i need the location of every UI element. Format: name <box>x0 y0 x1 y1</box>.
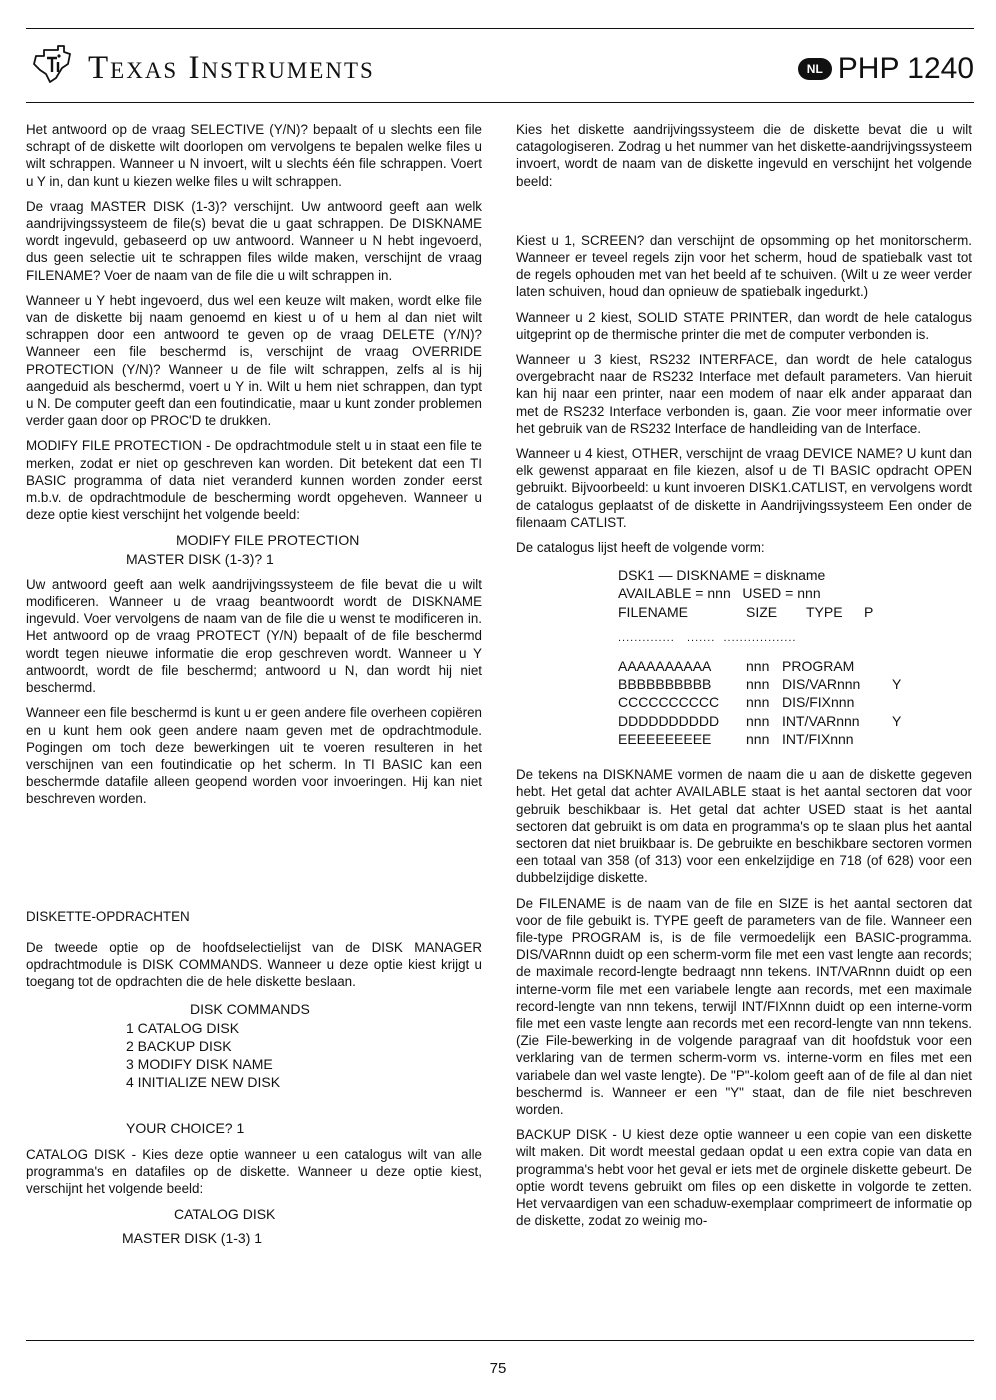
paragraph: De tekens na DISKNAME vormen de naam die u aan de diskette gegeven hebt. Het getal dat achter AVAILABLE staat is het aantal sectoren dat voor gebruik beschikbaar is. Het getal dat achter USED staat is het aantal sectoren dat gebruikt is om data en programma's op te slaan plus het aantal sectoren dat niet bruikbaar is. De gebruikte en beschikbare sectoren vormen een totaal van 358 (of 313) voor een enkelzijdige en 718 (of 628) voor een dubbelzijdige diskette. <box>516 767 972 886</box>
paragraph: MODIFY FILE PROTECTION - De opdrachtmodule stelt u in staat een file te merken, zodat er niet op geschreven kan worden. Dit betekent dat een TI BASIC programma of data niet veranderd kunnen worden zonder eerst m.b.v. de opdrachtmodule de bescherming wordt opgeheven. Wanneer u deze optie kiest verschijnt het volgende beeld: <box>26 438 482 523</box>
paragraph: De vraag MASTER DISK (1-3)? verschijnt. Uw antwoord geeft aan welk aandrijvingssysteem de file(s) bevat die u gaat schrappen. De DISKNAME wordt ingevuld, gebaseerd op uw antwoord. Wanneer u N hebt ingevoerd, dus geen selectie uit te schrappen files wilde maken, verschijnt de vraag FILENAME? Voer de naam van de file die u wilt schrappen in. <box>26 198 482 283</box>
menu-item: 2 BACKUP DISK <box>126 1037 232 1054</box>
cell-p: Y <box>892 676 902 693</box>
paragraph: Kiest u 1, SCREEN? dan verschijnt de opsomming op het monitorscherm. Wanneer er teveel regels zijn voor het scherm, houd de spatiebalk vast tot de regels ophouden met van het beeld af te schuiven. (Wilt u ze weer verder laten schuiven, houd dan opnieuw de spatiebalk ingedurkt.) <box>516 232 972 300</box>
blank-space <box>26 816 482 908</box>
col-p: P <box>864 603 874 620</box>
paragraph: Wanneer u 3 kiest, RS232 INTERFACE, dan wordt de hele catalogus overgebracht naar de RS232 Interface met default parameters. Van hieruit kan hij naar een printer, naar een modem of naar elk ander apparaat dan met de RS232 Interface verbonden is, gaan. Zie voor meer informatie over het gebruik van de RS232 Interface de handleiding van de Interface. <box>516 352 972 436</box>
paragraph: Wanneer u Y hebt ingevoerd, dus wel een keuze wilt maken, wordt elke file van de diskette bij naam genoemd en kiest u of u hem al dan niet wilt schrappen door een antwoord te geven op de vraag DELETE (Y/N)? Wanneer een file beschermd is, verschijnt de vraag OVERRIDE PROTECTION (Y/N)? Wanneer u de file wilt schrappen, zelfs al is hij aangeduid als beschermd, voert u Y in. Wilt u hem niet schrappen, dan typt u N. De computer geeft dan een foutindicatie, maar u kunt zonder problemen verder gaan door op PROC'D te drukken. <box>26 292 482 429</box>
footer-rule <box>26 1340 974 1341</box>
brand-name: Texas Instruments <box>88 50 375 86</box>
cell-name: EEEEEEEEEE <box>618 730 712 747</box>
catalog-row <box>618 675 972 693</box>
paragraph: Kies het diskette aandrijvingssysteem die de diskette bevat die u wilt catagologiseren. Zodrag u het nummer van het diskette-aandrijvingssysteem invoert, wordt de naam van de diskette ingevuld en verschijnt het volgende beeld: <box>516 122 972 189</box>
language-badge: NL <box>798 58 832 80</box>
catalog-row <box>618 730 972 748</box>
cell-name: AAAAAAAAAA <box>618 658 712 675</box>
col-size: SIZE <box>746 603 778 620</box>
cell-name: BBBBBBBBBB <box>618 676 712 693</box>
menu-prompt: YOUR CHOICE? 1 <box>126 1120 245 1137</box>
cell-name: DDDDDDDDDD <box>618 712 720 729</box>
cell-size: nnn <box>746 676 770 693</box>
screen-line: CATALOG DISK <box>174 1206 276 1223</box>
cell-type: INT/VARnnn <box>782 712 860 729</box>
cell-size: nnn <box>746 730 770 747</box>
paragraph: Wanneer een file beschermd is kunt u er geen andere file overheen copiëren en u kunt hem ook geen andere naam geven met de opdrachtmodule. Pogingen om toch deze bewerkingen uit te voeren resulteren in het verschijnen van een foutindicatie op het scherm. In TI BASIC kan een beschermde datafile alleen geopend worden voor invoeringen. Hij kan niet beschreven worden. <box>26 705 482 807</box>
header-rule <box>26 102 974 103</box>
menu-item: 4 INITIALIZE NEW DISK <box>126 1074 281 1091</box>
paragraph: De tweede optie op de hoofdselectielijst van de DISK MANAGER opdrachtmodule is DISK COMMANDS. Wanneer u deze optie kiest krijgt u toegang tot de opdrachten die de hele diskette beslaan. <box>26 939 482 990</box>
cell-type: PROGRAM <box>782 658 855 675</box>
catalog-line: AVAILABLE = nnn USED = nnn <box>618 585 821 602</box>
right-column <box>516 121 972 1237</box>
catalog-row <box>618 657 972 675</box>
texas-instruments-logo-icon <box>30 44 74 84</box>
page-number: 75 <box>489 1360 507 1377</box>
cell-type: INT/FIXnnn <box>782 730 854 747</box>
catalog-listing <box>516 566 972 748</box>
catalog-row <box>618 712 972 730</box>
cell-type: DIS/FIXnnn <box>782 694 855 711</box>
model-label: PHP 1240 <box>837 52 974 85</box>
paragraph: Het antwoord op de vraag SELECTIVE (Y/N)? bepaalt of u slechts een file schrapt of de diskette wilt doorlopen om vervolgens te bepalen welke files u wilt schrappen. Wanneer u N invoert, wilt u slechts één file schrappen. Voert u Y in, dan kunt u kiezen welke files u wilt schrappen. <box>26 122 482 189</box>
paragraph: Wanneer u 4 kiest, OTHER, verschijnt de vraag DEVICE NAME? U kunt dan elk gewenst apparaat en file kiezen, alsof u de TI BASIC opdracht OPEN gebruikt. Bijvoorbeeld: u kunt invoeren DISK1.CATLIST, en vervolgens wordt de catalogus geplaatst of de diskette in Aandrijvingssysteem Een onder de filenaam CATLIST. <box>516 446 972 530</box>
paragraph: Uw antwoord geeft aan welk aandrijvingssysteem de file bevat die u wilt modificeren. Wanneer u de vraag beantwoordt wordt de DISKNAME ingevuld. Voer vervolgens de naam van de file die u wenst te modificeren in. Het antwoord op de vraag PROTECT (Y/N) bepaalt of de file beschermd wordt tegen nieuwe informatie die erop geschreven wordt. Wanneer u Y antwoordt, wordt de file beschermd; antwoord u N, dan wordt hij niet beschermd. <box>26 576 482 696</box>
paragraph: Wanneer u 2 kiest, SOLID STATE PRINTER, dan wordt de hele catalogus uitgeprint op de thermische printer die met de computer verbonden is. <box>516 309 972 342</box>
model-number <box>798 52 974 86</box>
top-rule <box>26 28 974 29</box>
screen-line: MODIFY FILE PROTECTION <box>176 532 360 549</box>
catalog-divider: .............. ....... .................. <box>618 631 797 644</box>
screen-line: MASTER DISK (1-3) 1 <box>122 1230 263 1247</box>
screen-disk-commands <box>26 1000 482 1137</box>
cell-size: nnn <box>746 658 770 675</box>
menu-item: 1 CATALOG DISK <box>126 1019 240 1036</box>
paragraph: De catalogus lijst heeft de volgende vorm: <box>516 540 765 556</box>
paragraph: De FILENAME is de naam van de file en SIZE is het aantal sectoren dat voor de file gebuikt is. TYPE geeft de parameters van de file. Wanneer een file-type PROGRAM is, is de file vermoedelijk een BASIC-programma. DIS/VARnnn duidt op een scherm-vorm file met een vast lengte aan records; de maximale record-lengte bedraagt nnn tekens. INT/VARnnn duidt op een interne-vorm file met een variabele lengte aan records, met een maximale record-lengte van nnn tekens, terwijl INT/FIXnnn duidt op een interne-vorm file met een vaste lengte aan records met een record-lengte van nnn tekens. (Zie File-bewerking in de volgende paragraaf van dit hoofdstuk voor een verklaring van de termen scherm-vorm vs. interne-vorm en files met een variabele dan wel vaste lengte). De "P"-kolom geeft aan of de file al dan niet beschermd is. Wanneer er een "Y" staat, dan de file niet beschreven worden. <box>516 895 972 1117</box>
cell-name: CCCCCCCCCC <box>618 694 720 711</box>
screen-modify-file-protection <box>26 531 482 567</box>
col-type: TYPE <box>806 603 843 620</box>
paragraph: CATALOG DISK - Kies deze optie wanneer u een catalogus wilt van alle programma's en datafiles op de diskette. Wanneer u deze optie kiest, verschijnt het volgende beeld: <box>26 1146 482 1196</box>
page-header <box>26 40 974 96</box>
cell-p: Y <box>892 712 902 729</box>
cell-size: nnn <box>746 712 770 729</box>
paragraph: BACKUP DISK - U kiest deze optie wanneer u een copie van een diskette wilt maken. Dit wordt meestal gedaan opdat u een extra copie van data en programma's hebt voor het geval er iets met de orginele diskette gebeurt. De optie wordt tevens gebruikt om files op een diskette in volgorde te zetten. Het vervaardigen van een schaduw-exemplaar comprimeert de informatie op de diskette, zodat zo weinig mo- <box>516 1127 972 1229</box>
screen-catalog-disk <box>26 1205 482 1247</box>
col-filename: FILENAME <box>618 603 689 620</box>
cell-size: nnn <box>746 694 770 711</box>
blank-space <box>516 198 972 232</box>
section-heading: DISKETTE-OPDRACHTEN <box>26 908 190 924</box>
menu-item: 3 MODIFY DISK NAME <box>126 1055 273 1072</box>
menu-title: DISK COMMANDS <box>190 1001 310 1018</box>
catalog-line: DSK1 — DISKNAME = diskname <box>618 567 826 584</box>
catalog-row <box>618 693 972 711</box>
catalog-header-row <box>618 603 972 621</box>
cell-type: DIS/VARnnn <box>782 676 861 693</box>
screen-line: MASTER DISK (1-3)? 1 <box>126 550 274 567</box>
left-column <box>26 121 482 1256</box>
